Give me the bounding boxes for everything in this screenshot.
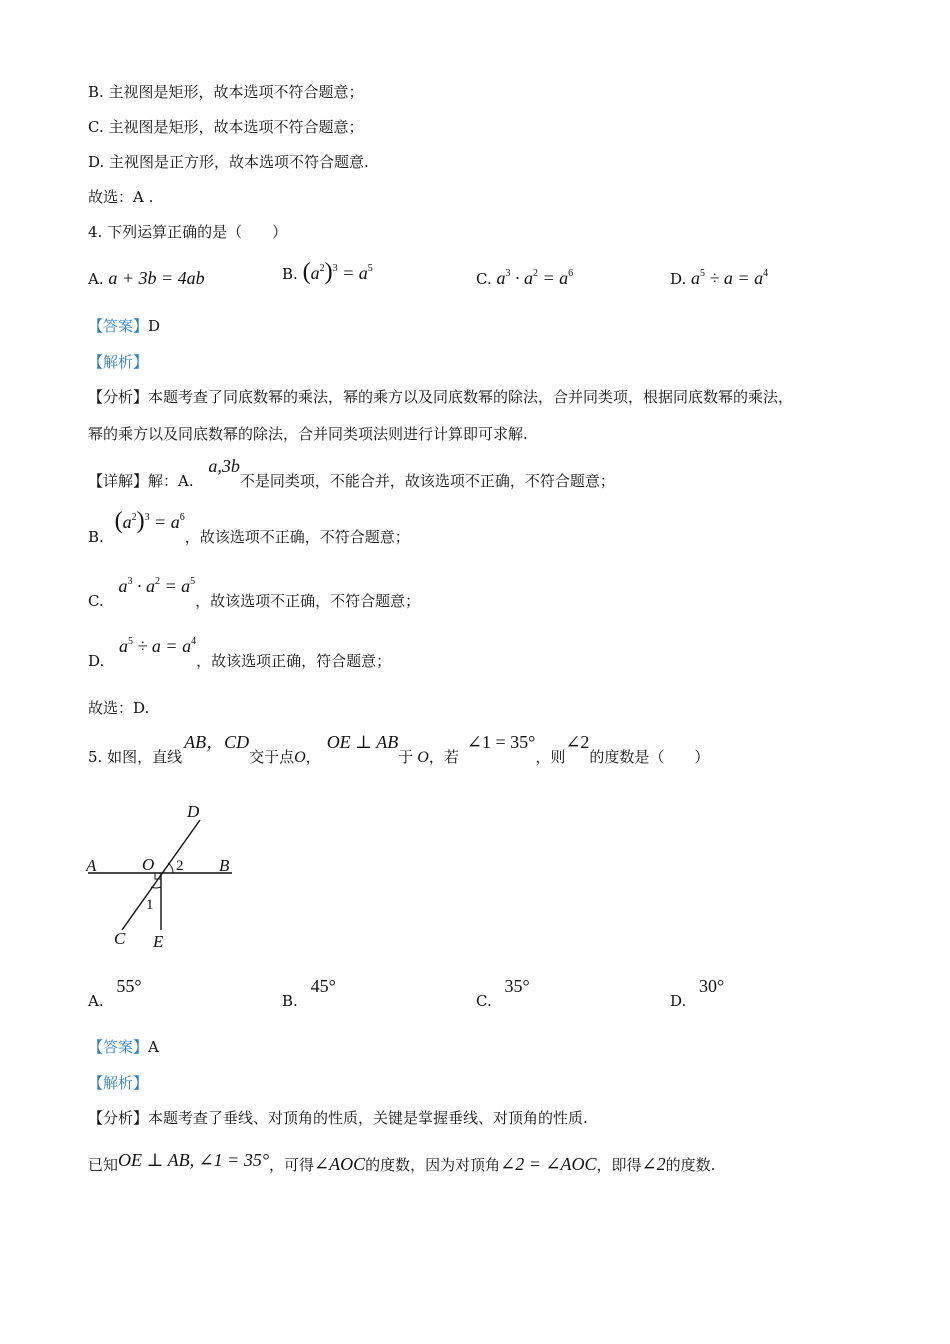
stem-math-lines: AB，CD — [184, 732, 250, 752]
detail-c-letter: C. — [88, 592, 104, 610]
fenxi-tag: 【分析】 — [88, 388, 149, 406]
detail-a-math: a,3b — [208, 456, 240, 476]
label-d: D — [187, 802, 200, 821]
stem-text: ， — [305, 748, 321, 766]
known-text: 已知 — [88, 1156, 119, 1174]
q4-option-a — [88, 268, 205, 289]
q5-analysis-tag: 【解析】 — [88, 1074, 149, 1092]
label-angle-1: 1 — [146, 897, 154, 913]
answer-tag: 【答案】 — [88, 1038, 149, 1056]
option-value: 45° — [310, 976, 336, 996]
option-value: 30° — [699, 976, 725, 996]
detail-d-text: ，故该选项正确，符合题意； — [196, 652, 392, 670]
known-math-3: ∠2 = ∠AOC — [500, 1154, 597, 1174]
analysis-line-d: D. 主视图是正方形，故本选项不符合题意. — [88, 153, 369, 171]
q5-known-line — [88, 1150, 716, 1175]
detail-a-prefix: 解：A. — [148, 472, 194, 490]
stem-text: 的度数是（ ） — [589, 748, 710, 766]
q5-option-d — [670, 976, 725, 1011]
known-math-4: ∠2 — [641, 1154, 666, 1174]
known-math-2: ∠AOC — [314, 1154, 366, 1174]
option-letter: C. — [476, 992, 492, 1010]
stem-text: 于 — [398, 748, 414, 766]
angle-1-arc — [151, 887, 161, 888]
detail-c-math: $a^3 \cdot a^2 = a^5$ — [118, 576, 196, 596]
stem-math-angle1: ∠1 = 35° — [466, 732, 536, 752]
option-letter: D. — [670, 270, 687, 288]
q4-choice: 故选：D. — [88, 699, 150, 717]
known-text: ，可得 — [269, 1156, 315, 1174]
option-letter: A. — [88, 270, 104, 288]
option-value: 55° — [116, 976, 142, 996]
q4-fenxi-line-2: 幂的乘方以及同底数幂的除法，合并同类项法则进行计算即可求解. — [88, 425, 528, 443]
fenxi-tag: 【分析】 — [88, 1109, 149, 1127]
stem-text: 交于点 — [249, 748, 295, 766]
q4-option-d — [670, 268, 768, 292]
label-b: B — [219, 856, 230, 875]
stem-text: ，若 — [428, 748, 459, 766]
q4-option-c — [476, 268, 573, 292]
detail-a-text: 不是同类项，不能合并，故该选项不正确，不符合题意； — [239, 472, 615, 490]
option-letter: B. — [282, 265, 298, 283]
q4-option-b — [282, 259, 373, 287]
answer-tag: 【答案】 — [88, 317, 149, 335]
q4-option-a-expr: a + 3b = 4ab — [108, 268, 205, 288]
detail-d-letter: D. — [88, 652, 105, 670]
detail-b-letter: B. — [88, 528, 104, 546]
answer-value: A — [148, 1038, 159, 1056]
analysis-line-c: C. 主视图是矩形，故本选项不符合题意； — [88, 118, 364, 136]
option-letter: B. — [282, 992, 298, 1010]
detail-b-text: ，故该选项不正确，不符合题意； — [184, 528, 410, 546]
q5-figure — [80, 795, 250, 955]
label-e: E — [153, 932, 164, 951]
stem-text: ，则 — [535, 748, 566, 766]
q5-fenxi-line — [88, 1108, 588, 1128]
q5-option-c — [476, 976, 530, 1011]
choice-line: 故选：A . — [88, 188, 154, 206]
fenxi-text: 本题考查了垂线、对顶角的性质，关键是掌握垂线、对顶角的性质. — [148, 1109, 588, 1127]
stem-point-o: O — [294, 749, 306, 766]
q4-option-d-expr: $a^5 \div a = a^4$ — [691, 268, 769, 288]
detail-d-math: $a^5 \div a = a^4$ — [119, 636, 197, 656]
q4-answer — [88, 316, 160, 336]
q4-detail-c — [88, 576, 421, 614]
label-c: C — [114, 929, 126, 948]
stem-point-o: O — [417, 749, 429, 766]
stem-text: 5. 如图，直线 — [88, 748, 183, 766]
option-value: 35° — [504, 976, 530, 996]
q5-answer — [88, 1037, 159, 1057]
label-a: A — [86, 856, 97, 875]
known-text: ，即得 — [596, 1156, 642, 1174]
label-o: O — [142, 855, 155, 874]
stem-math-angle2: ∠2 — [565, 732, 590, 752]
q5-option-b — [282, 976, 336, 1011]
known-text: 的度数. — [665, 1156, 716, 1174]
q4-option-c-expr: $a^3 \cdot a^2 = a^6$ — [496, 268, 574, 288]
label-angle-2: 2 — [176, 858, 184, 874]
option-letter: C. — [476, 270, 492, 288]
known-text: 的度数，因为对顶角 — [365, 1156, 501, 1174]
analysis-line-b: B. 主视图是矩形，故本选项不符合题意； — [88, 83, 364, 101]
q4-detail-d — [88, 636, 392, 674]
q4-detail-a — [88, 456, 615, 491]
q4-option-b-expr: $(a^2)^3 = a^5$ — [302, 259, 373, 285]
stem-math-perp: OE ⊥ AB — [326, 732, 399, 752]
q4-fenxi-line-1 — [88, 387, 793, 407]
q4-analysis-tag: 【解析】 — [88, 353, 149, 371]
detail-c-text: ，故该选项不正确，不符合题意； — [195, 592, 421, 610]
q5-option-a — [88, 976, 142, 1011]
detail-b-math: $(a^2)^3 = a^6$ — [114, 508, 185, 534]
q4-detail-b — [88, 508, 410, 550]
option-letter: A. — [88, 992, 104, 1010]
fenxi-text: 本题考查了同底数幂的乘法，幂的乘方以及同底数幂的除法，合并同类项，根据同底数幂的乘法， — [148, 388, 794, 406]
detail-tag: 【详解】 — [88, 472, 149, 490]
option-letter: D. — [670, 992, 687, 1010]
known-math-1: OE ⊥ AB, ∠1 = 35° — [118, 1150, 270, 1170]
q5-stem — [88, 732, 710, 768]
answer-value: D — [148, 317, 161, 335]
q4-stem: 4. 下列运算正确的是（ ） — [88, 223, 288, 241]
